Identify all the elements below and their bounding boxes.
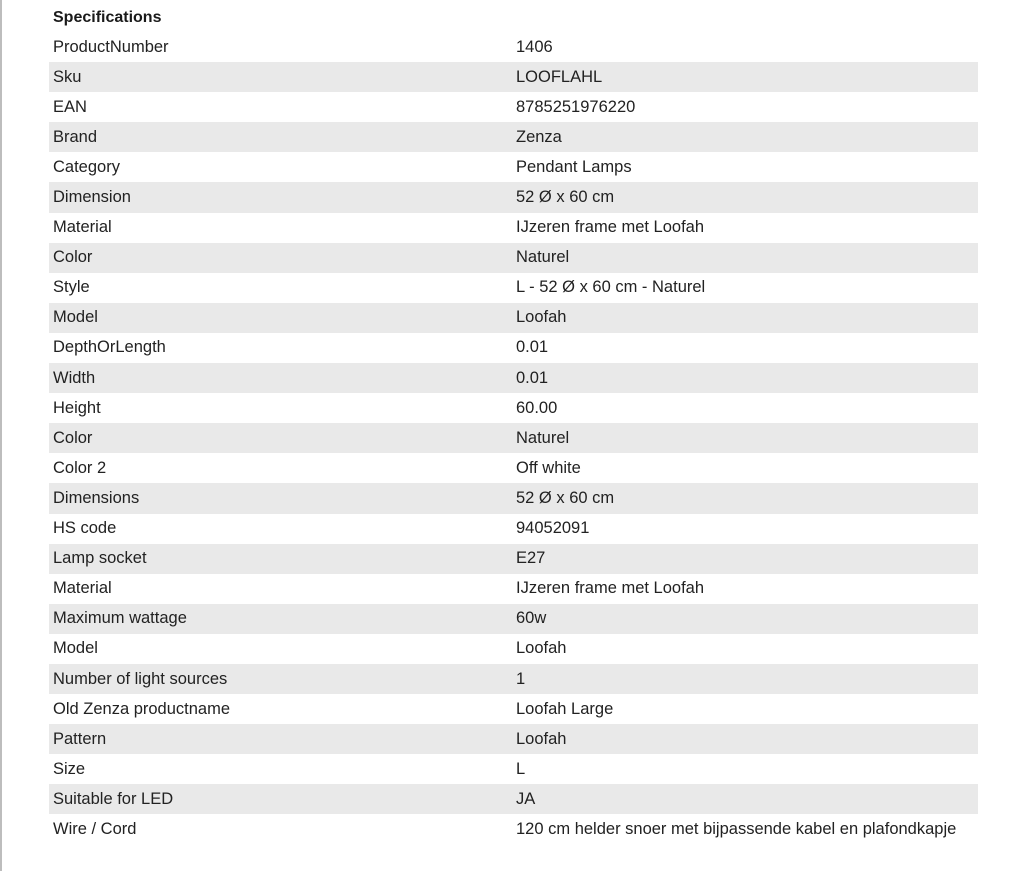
spec-row <box>49 243 978 273</box>
spec-label: Material <box>53 579 112 598</box>
spec-value: Loofah <box>512 303 978 333</box>
spec-value: LOOFLAHL <box>512 62 978 92</box>
spec-value: IJzeren frame met Loofah <box>516 579 705 598</box>
spec-row <box>49 514 978 544</box>
spec-value: 0.01 <box>512 363 978 393</box>
spec-label: Number of light sources <box>49 664 512 694</box>
spec-label: Wire / Cord <box>53 820 137 839</box>
spec-label: DepthOrLength <box>53 338 166 357</box>
spec-value: Naturel <box>512 423 978 453</box>
spec-value: L <box>516 759 526 778</box>
spec-row <box>49 273 978 303</box>
spec-row <box>49 604 978 634</box>
spec-row <box>49 152 978 182</box>
spec-value: 1406 <box>516 37 553 56</box>
spec-label: Size <box>53 759 86 778</box>
spec-label: Style <box>53 278 90 297</box>
specifications-section <box>49 6 974 861</box>
spec-row <box>49 363 978 393</box>
spec-label: Model <box>53 639 98 658</box>
spec-row <box>49 393 978 423</box>
spec-value: E27 <box>512 544 978 574</box>
spec-label: Width <box>49 363 512 393</box>
spec-value: 94052091 <box>516 519 590 538</box>
spec-value: 8785251976220 <box>516 97 636 116</box>
specifications-table <box>49 32 978 861</box>
spec-label: Material <box>53 218 112 237</box>
spec-label: Sku <box>49 62 512 92</box>
spec-label: HS code <box>53 519 117 538</box>
spec-value: Loofah <box>512 724 978 754</box>
spec-label: Dimension <box>49 182 512 212</box>
spec-value: Loofah <box>516 639 567 658</box>
spec-label: Suitable for LED <box>49 784 512 814</box>
spec-row <box>49 544 978 574</box>
spec-value: 52 Ø x 60 cm <box>512 483 978 513</box>
spec-row <box>49 574 978 604</box>
spec-row <box>49 122 978 152</box>
spec-label: Maximum wattage <box>49 604 512 634</box>
spec-row <box>49 453 978 483</box>
spec-value: 52 Ø x 60 cm <box>512 182 978 212</box>
spec-row <box>49 754 978 784</box>
left-border <box>0 0 2 871</box>
spec-label: Color 2 <box>53 458 107 477</box>
spec-label: Brand <box>49 122 512 152</box>
spec-value: Zenza <box>512 122 978 152</box>
spec-value: 0.01 <box>516 338 549 357</box>
spec-row <box>49 333 978 363</box>
spec-row <box>49 724 978 754</box>
spec-row <box>49 303 978 333</box>
spec-row <box>49 814 978 861</box>
spec-value: Loofah Large <box>516 699 614 718</box>
spec-row <box>49 423 978 453</box>
spec-row <box>49 483 978 513</box>
spec-value: L - 52 Ø x 60 cm - Naturel <box>516 278 706 297</box>
specifications-table-body <box>49 32 978 861</box>
spec-row <box>49 784 978 814</box>
spec-row <box>49 213 978 243</box>
spec-value: 60.00 <box>516 398 558 417</box>
spec-label: Color <box>49 243 512 273</box>
spec-value: 60w <box>512 604 978 634</box>
spec-label: Category <box>53 157 120 176</box>
spec-row <box>49 694 978 724</box>
specifications-heading: Specifications <box>53 9 162 26</box>
spec-value: Naturel <box>512 243 978 273</box>
spec-label: EAN <box>53 97 87 116</box>
spec-label: Color <box>49 423 512 453</box>
spec-value: JA <box>512 784 978 814</box>
spec-row <box>49 92 978 122</box>
spec-value: 120 cm helder snoer met bijpassende kabel en plafondkapje <box>516 820 957 839</box>
spec-label: ProductNumber <box>53 37 169 56</box>
spec-row <box>49 32 978 62</box>
spec-label: Dimensions <box>49 483 512 513</box>
spec-row <box>49 62 978 92</box>
spec-label: Old Zenza productname <box>53 699 231 718</box>
spec-value: IJzeren frame met Loofah <box>516 218 705 237</box>
spec-row <box>49 664 978 694</box>
spec-value: Off white <box>516 458 581 477</box>
spec-value: Pendant Lamps <box>516 157 632 176</box>
spec-label: Lamp socket <box>49 544 512 574</box>
spec-label: Pattern <box>49 724 512 754</box>
spec-row <box>49 182 978 212</box>
spec-value: 1 <box>512 664 978 694</box>
spec-label: Model <box>49 303 512 333</box>
spec-row <box>49 634 978 664</box>
spec-label: Height <box>53 398 101 417</box>
